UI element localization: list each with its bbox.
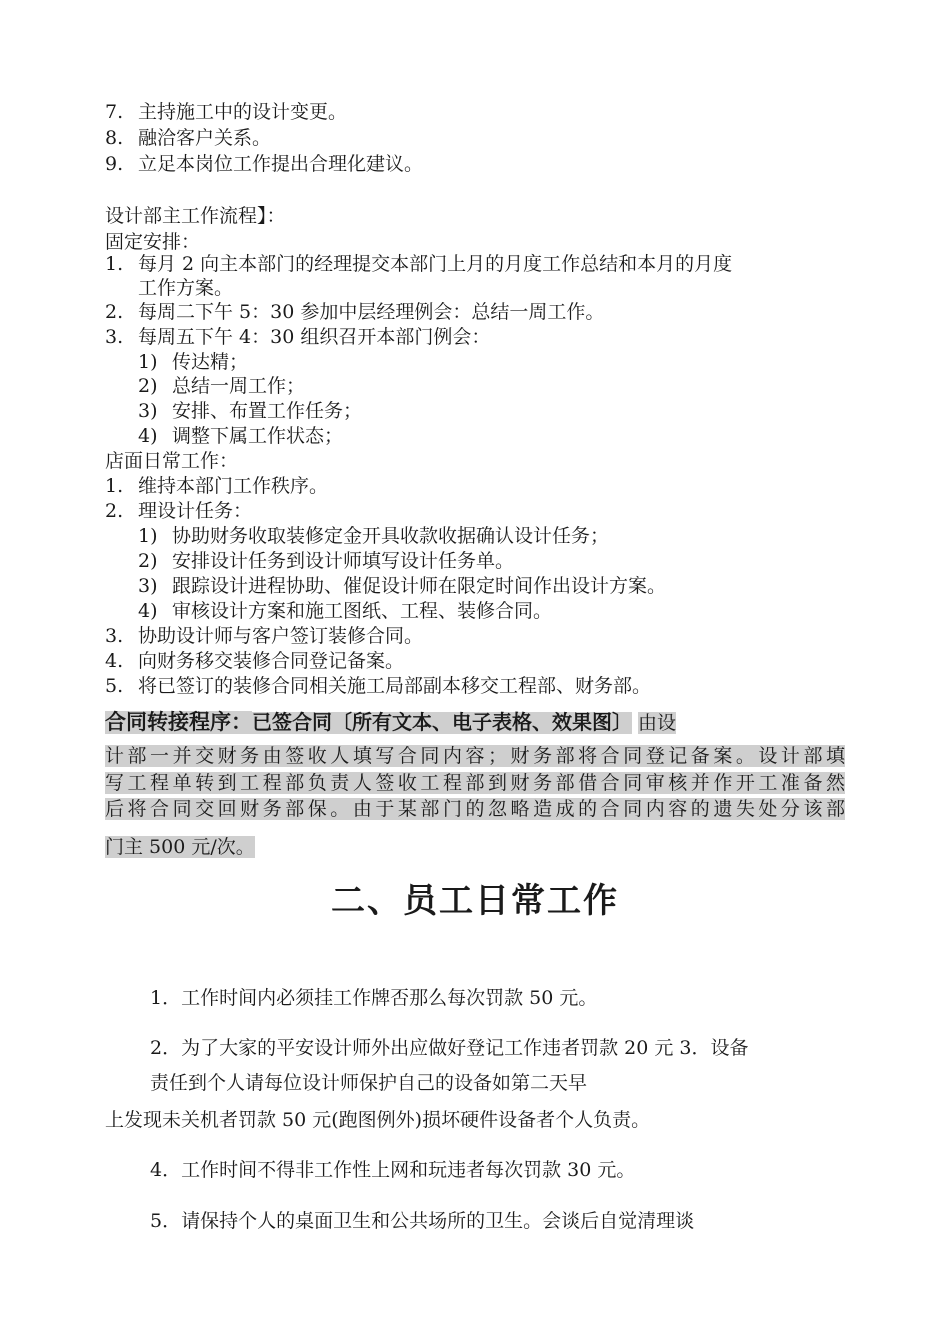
list-item: 2. 每周二下午 5：30 参加中层经理例会：总结一周工作。	[105, 301, 605, 323]
list-item: 5. 将已签订的装修合同相关施工局部副本移交工程部、财务部。	[105, 675, 652, 697]
list-item: 3. 协助设计师与客户签订装修合同。	[105, 625, 424, 647]
list-item: 8. 融洽客户关系。	[105, 127, 272, 149]
sub-list-item: 1) 传达精；	[138, 351, 249, 373]
list-item: 4. 向财务移交装修合同登记备案。	[105, 650, 405, 672]
store-heading: 店面日常工作：	[105, 450, 239, 472]
sub-list-item: 2) 总结一周工作；	[138, 375, 306, 397]
rule-item: 1．工作时间内必须挂工作牌否那么每次罚款 50 元。	[150, 987, 598, 1009]
sub-list-item: 3) 跟踪设计进程协助、催促设计师在限定时间作出设计方案。	[138, 575, 667, 597]
list-item: 2. 理设计任务：	[105, 500, 253, 522]
contract-line-1: 合同转接程序：已签合同〔所有文本、电子表格、效果图〕 由设	[105, 711, 677, 734]
sub-list-item: 4) 审核设计方案和施工图纸、工程、装修合同。	[138, 600, 553, 622]
rule-item: 5．请保持个人的桌面卫生和公共场所的卫生。会谈后自觉清理谈	[150, 1210, 695, 1232]
list-item: 1. 每月 2 向主本部门的经理提交本部门上月的月度工作总结和本月的月度	[105, 253, 733, 275]
contract-line-2: 计部一并交财务由签收人填写合同内容；财务部将合同登记备案。设计部填	[105, 745, 845, 767]
list-item-continuation: 工作方案。	[138, 277, 234, 299]
sub-list-item: 1) 协助财务收取装修定金开具收款收据确认设计任务；	[138, 525, 610, 547]
contract-line-4: 后将合同交回财务部保。由于某部门的忽略造成的合同内容的遗失处分该部	[105, 798, 845, 820]
contract-line-3: 写工程单转到工程部负责人签收工程部到财务部借合同审核并作开工准备然	[105, 772, 845, 794]
sub-list-item: 2) 安排设计任务到设计师填写设计任务单。	[138, 550, 515, 572]
contract-bold-text: 已签合同〔所有文本、电子表格、效果图〕	[252, 712, 632, 734]
contract-line-5: 门主 500 元/次。	[105, 836, 255, 858]
fixed-heading: 固定安排：	[105, 231, 201, 253]
rule-item-continuation: 上发现未关机者罚款 50 元(跑图例外)损坏硬件设备者个人负责。	[105, 1109, 651, 1131]
rule-item: 4．工作时间不得非工作性上网和玩违者每次罚款 30 元。	[150, 1159, 636, 1181]
sub-list-item: 4) 调整下属工作状态；	[138, 425, 344, 447]
rule-item-continuation: 责任到个人请每位设计师保护自己的设备如第二天早	[150, 1072, 588, 1094]
list-item: 7. 主持施工中的设计变更。	[105, 101, 348, 123]
sub-list-item: 3) 安排、布置工作任务；	[138, 400, 363, 422]
list-item: 1. 维持本部门工作秩序。	[105, 475, 329, 497]
section-title: 二、员工日常工作	[331, 881, 619, 921]
list-item: 9. 立足本岗位工作提出合理化建议。	[105, 153, 424, 175]
contract-label: 合同转接程序：	[105, 711, 252, 734]
rule-item: 2．为了大家的平安设计师外出应做好登记工作违者罚款 20 元 3．设备	[150, 1037, 749, 1059]
list-item: 3. 每周五下午 4：30 组织召开本部门例会：	[105, 326, 491, 348]
flow-heading: 设计部主工作流程】：	[105, 205, 286, 227]
